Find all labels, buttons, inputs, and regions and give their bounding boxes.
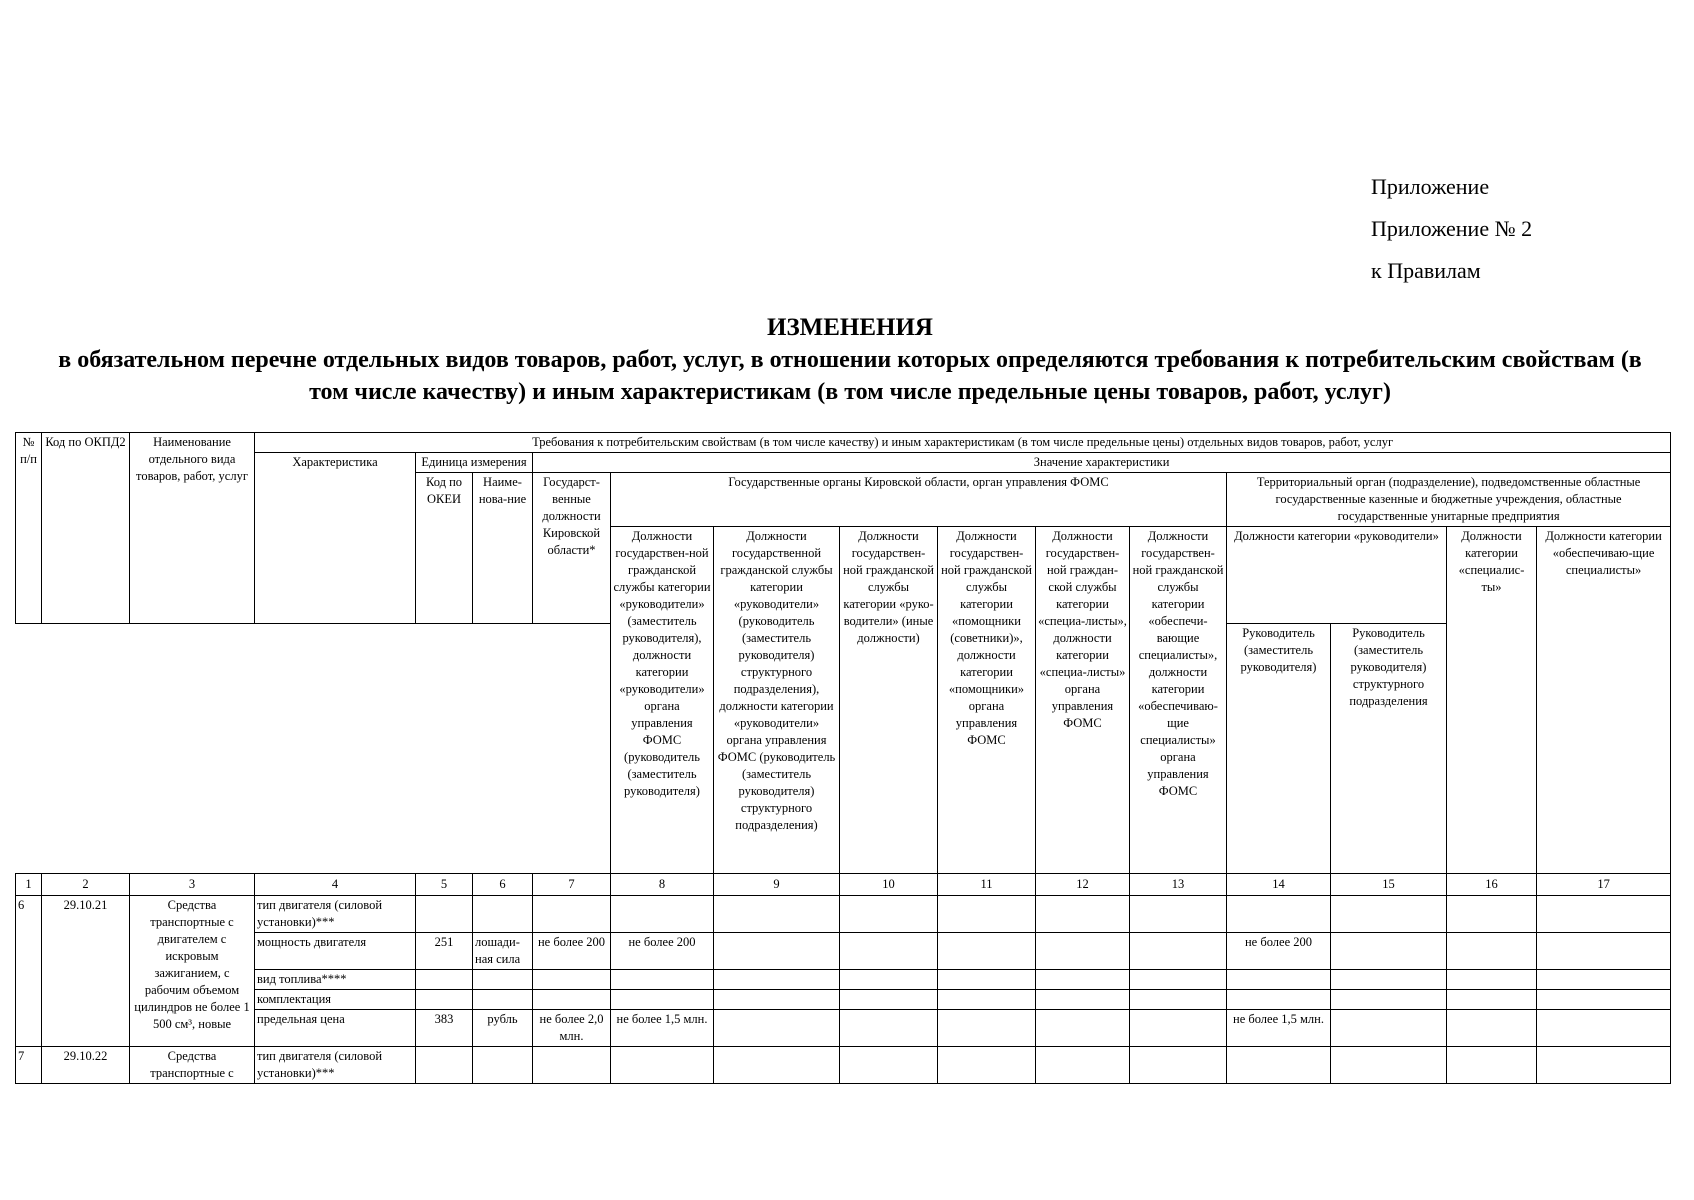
- table-row: [16, 933, 1671, 970]
- cell-col-8: не более 200: [611, 933, 714, 970]
- table-cell: [1036, 970, 1130, 990]
- appendix-block: [1371, 166, 1532, 292]
- cell-col-7: не более 2,0 млн.: [533, 1010, 611, 1047]
- table-cell: [938, 1010, 1036, 1047]
- table-cell: [1331, 970, 1447, 990]
- requirements-table: [15, 432, 1671, 1084]
- table-cell: [1537, 896, 1671, 933]
- table-cell: [1227, 1047, 1331, 1084]
- column-number: 11: [938, 874, 1036, 896]
- table-cell: [1331, 933, 1447, 970]
- table-cell: [840, 1010, 938, 1047]
- table-cell: [938, 933, 1036, 970]
- table-cell: [714, 1010, 840, 1047]
- column-numbers-row: [16, 874, 1671, 896]
- table-cell: [611, 990, 714, 1010]
- cell-col-14: не более 200: [1227, 933, 1331, 970]
- table-cell: [416, 896, 473, 933]
- table-cell: [611, 970, 714, 990]
- row-characteristic: тип двигателя (силовой установки)***: [255, 1047, 416, 1084]
- table-cell: [533, 896, 611, 933]
- table-cell: [840, 990, 938, 1010]
- header-territorial: Территориальный орган (подразделение), подведомственные областные государственные казенные и бюджетные учреждения, областные государственные унитарные предприятия: [1227, 473, 1671, 527]
- cell-unit-name: рубль: [473, 1010, 533, 1047]
- header-col-16: Должности категории «специалис-ты»: [1447, 527, 1537, 874]
- table-cell: [1447, 990, 1537, 1010]
- header-spacer: [16, 623, 611, 873]
- table-cell: [938, 990, 1036, 1010]
- row-characteristic: комплектация: [255, 990, 416, 1010]
- table-cell: [611, 1047, 714, 1084]
- header-unit-name: Наиме-нова-ние: [473, 473, 533, 624]
- column-number: 10: [840, 874, 938, 896]
- table-cell: [416, 1047, 473, 1084]
- table-cell: [938, 896, 1036, 933]
- table-cell: [840, 933, 938, 970]
- table-row: [16, 990, 1671, 1010]
- table-cell: [416, 970, 473, 990]
- row-number: 7: [16, 1047, 42, 1084]
- header-gov-bodies: Государственные органы Кировской области, орган управления ФОМС: [611, 473, 1227, 527]
- appendix-line-1: Приложение: [1371, 174, 1490, 199]
- table-cell: [1227, 970, 1331, 990]
- header-characteristic: Характеристика: [255, 453, 416, 624]
- table-cell: [840, 970, 938, 990]
- table-cell: [1447, 933, 1537, 970]
- row-characteristic: мощность двигателя: [255, 933, 416, 970]
- cell-okei: 251: [416, 933, 473, 970]
- column-number: 17: [1537, 874, 1671, 896]
- column-number: 4: [255, 874, 416, 896]
- table-row: [16, 896, 1671, 933]
- header-col-14-15: Должности категории «руководители»: [1227, 527, 1447, 624]
- table-cell: [1331, 1047, 1447, 1084]
- table-cell: [473, 1047, 533, 1084]
- table-cell: [1331, 1010, 1447, 1047]
- header-name: Наименование отдельного вида товаров, работ, услуг: [130, 433, 255, 624]
- row-characteristic: тип двигателя (силовой установки)***: [255, 896, 416, 933]
- table-cell: [938, 970, 1036, 990]
- table-cell: [1447, 1047, 1537, 1084]
- table-row: [16, 1010, 1671, 1047]
- header-col-13: Должности государствен-ной гражданской службы категории «обеспечи-вающие специалисты», должности категории «обеспечиваю-щие специалисты» органа управления ФОМС: [1130, 527, 1227, 874]
- cell-okei: 383: [416, 1010, 473, 1047]
- column-number: 1: [16, 874, 42, 896]
- table-cell: [1036, 1010, 1130, 1047]
- table-cell: [714, 970, 840, 990]
- table-cell: [840, 1047, 938, 1084]
- row-item-name: Средства транспортные с двигателем с искровым зажиганием, с рабочим объемом цилиндров не более 1 500 см³, новые: [130, 896, 255, 1047]
- table-cell: [1227, 990, 1331, 1010]
- column-number: 12: [1036, 874, 1130, 896]
- table-cell: [1036, 896, 1130, 933]
- row-number: 6: [16, 896, 42, 1047]
- cell-col-14: не более 1,5 млн.: [1227, 1010, 1331, 1047]
- header-num: № п/п: [16, 433, 42, 624]
- column-number: 9: [714, 874, 840, 896]
- table-cell: [1227, 896, 1331, 933]
- header-col-17: Должности категории «обеспечиваю-щие специалисты»: [1537, 527, 1671, 874]
- table-cell: [1331, 990, 1447, 1010]
- column-number: 2: [42, 874, 130, 896]
- table-cell: [473, 970, 533, 990]
- header-unit: Единица измерения: [416, 453, 533, 473]
- table-cell: [1537, 1010, 1671, 1047]
- table-cell: [473, 990, 533, 1010]
- row-okpd-code: 29.10.21: [42, 896, 130, 1047]
- table-cell: [1447, 970, 1537, 990]
- table-cell: [1537, 990, 1671, 1010]
- header-gov-positions: Государст-венные должности Кировской области*: [533, 473, 611, 624]
- table-cell: [1537, 970, 1671, 990]
- table-cell: [611, 896, 714, 933]
- cell-unit-name: лошади-ная сила: [473, 933, 533, 970]
- table-cell: [533, 990, 611, 1010]
- header-okei: Код по ОКЕИ: [416, 473, 473, 624]
- column-number: 14: [1227, 874, 1331, 896]
- title-subtitle: в обязательном перечне отдельных видов товаров, работ, услуг, в отношении которых определяются требования к потребительским свойствам (в том числе качеству) и иным характеристикам (в том числе предельные цены товаров, работ, услуг): [58, 347, 1642, 405]
- table-cell: [473, 896, 533, 933]
- table-cell: [714, 933, 840, 970]
- table-cell: [1036, 1047, 1130, 1084]
- header-okpd: Код по ОКПД2: [42, 433, 130, 624]
- title-main: ИЗМЕНЕНИЯ: [767, 314, 933, 341]
- table-cell: [1130, 896, 1227, 933]
- column-number: 3: [130, 874, 255, 896]
- table-cell: [1331, 896, 1447, 933]
- header-col-10: Должности государствен-ной гражданской службы категории «руко-водители» (иные должности): [840, 527, 938, 874]
- table-cell: [416, 990, 473, 1010]
- table-cell: [840, 896, 938, 933]
- table-cell: [714, 1047, 840, 1084]
- table-cell: [714, 896, 840, 933]
- table-cell: [1130, 1047, 1227, 1084]
- table-cell: [1130, 970, 1227, 990]
- appendix-line-2: Приложение № 2: [1371, 216, 1533, 241]
- table-cell: [1036, 933, 1130, 970]
- row-item-name: Средства транспортные с: [130, 1047, 255, 1084]
- row-okpd-code: 29.10.22: [42, 1047, 130, 1084]
- table-row: [16, 970, 1671, 990]
- header-col-12: Должности государствен-ной граждан-ской службы категории «специа-листы», должности категории «специа-листы» органа управления ФОМС: [1036, 527, 1130, 874]
- column-number: 8: [611, 874, 714, 896]
- row-characteristic: вид топлива****: [255, 970, 416, 990]
- table-cell: [533, 970, 611, 990]
- table-cell: [1130, 933, 1227, 970]
- column-number: 16: [1447, 874, 1537, 896]
- header-requirements: Требования к потребительским свойствам (в том числе качеству) и иным характеристикам (в том числе предельные цены) отдельных видов товаров, работ, услуг: [255, 433, 1671, 453]
- appendix-line-3: к Правилам: [1371, 258, 1481, 283]
- column-number: 13: [1130, 874, 1227, 896]
- table-cell: [938, 1047, 1036, 1084]
- header-col-8: Должности государствен-ной гражданской службы категории «руководители» (заместитель руководителя), должности категории «руководители» органа управления ФОМС (руководитель (заместитель руководителя): [611, 527, 714, 874]
- header-col-15: Руководитель (заместитель руководителя) структурного подразделения: [1331, 623, 1447, 873]
- header-value: Значение характеристики: [533, 453, 1671, 473]
- table-cell: [1447, 896, 1537, 933]
- column-number: 5: [416, 874, 473, 896]
- row-characteristic: предельная цена: [255, 1010, 416, 1047]
- table-row: [16, 1047, 1671, 1084]
- column-number: 7: [533, 874, 611, 896]
- table-cell: [714, 990, 840, 1010]
- document-title: [40, 312, 1660, 408]
- table-cell: [533, 1047, 611, 1084]
- header-col-11: Должности государствен-ной гражданской службы категории «помощники (советники)», должности категории «помощники» органа управления ФОМС: [938, 527, 1036, 874]
- table-cell: [1130, 1010, 1227, 1047]
- header-col-14: Руководитель (заместитель руководителя): [1227, 623, 1331, 873]
- table-cell: [1537, 1047, 1671, 1084]
- column-number: 6: [473, 874, 533, 896]
- cell-col-7: не более 200: [533, 933, 611, 970]
- table-cell: [1036, 990, 1130, 1010]
- table-cell: [1130, 990, 1227, 1010]
- column-number: 15: [1331, 874, 1447, 896]
- cell-col-8: не более 1,5 млн.: [611, 1010, 714, 1047]
- table-cell: [1537, 933, 1671, 970]
- header-col-9: Должности государственной гражданской службы категории «руководители» (руководитель (заместитель руководителя) структурного подразделения), должности категории «руководители» органа управления ФОМС (руководитель (заместитель руководителя) структурного подразделения): [714, 527, 840, 874]
- table-cell: [1447, 1010, 1537, 1047]
